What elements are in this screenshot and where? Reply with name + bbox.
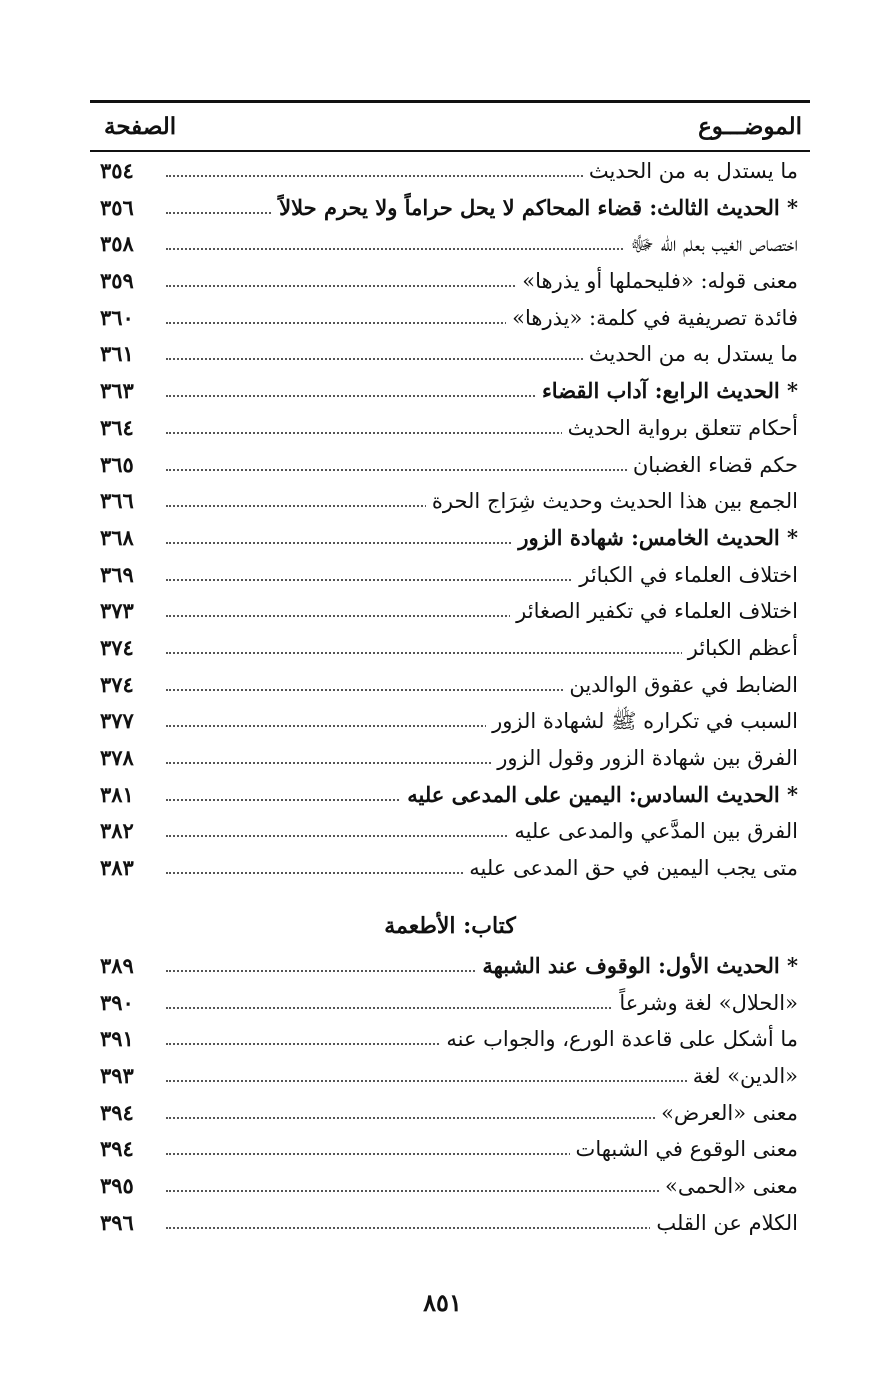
toc-entry-page: ٣٦١ [100, 341, 134, 367]
toc-entry-page: ٣٩٣ [100, 1063, 134, 1089]
toc-row [90, 777, 810, 814]
toc-entry-page: ٣٧٧ [100, 708, 134, 734]
toc-row [90, 630, 810, 667]
toc-entry-title: الفرق بين شهادة الزور وقول الزور [491, 744, 798, 772]
toc-entry-title: الضابط في عقوق الوالدين [563, 671, 798, 699]
toc-entry-title: اختلاف العلماء في تكفير الصغائر [510, 597, 798, 625]
toc-entry-page: ٣٦٤ [100, 414, 134, 440]
toc-entry-title: حكم قضاء الغضبان [627, 451, 798, 479]
toc-entry-page: ٣٩٤ [100, 1099, 134, 1125]
toc-row [90, 557, 810, 594]
toc-entry-title: اختلاف العلماء في الكبائر [573, 561, 798, 589]
toc-entry-page: ٣٧٨ [100, 745, 134, 770]
toc-entry-title: ما يستدل به من الحديث [583, 340, 798, 368]
topic-column-label: الموضـــوع [698, 113, 802, 140]
toc-entry-title: * الحديث السادس: اليمين على المدعى عليه [401, 781, 798, 809]
toc-entry-page: ٣٨١ [100, 781, 134, 807]
toc-row [90, 850, 810, 887]
toc-entry-title: «الدين» لغة [687, 1062, 798, 1090]
toc-entry-page: ٣٧٤ [100, 671, 134, 697]
toc-entry-title: * الحديث الأول: الوقوف عند الشبهة [476, 952, 798, 980]
section-title: كتاب: الأطعمة [384, 913, 516, 939]
toc-entry-title: * الحديث الثالث: قضاء المحاكم لا يحل حراماً ولا يحرم حلالاً [273, 194, 798, 222]
toc-entry-title: أحكام تتعلق برواية الحديث [562, 414, 798, 442]
toc-row [90, 1095, 810, 1132]
toc-entry-page: ٣٦٣ [100, 378, 134, 404]
toc-row [90, 190, 810, 227]
toc-row [90, 1021, 810, 1058]
toc-entry-page: ٣٨٢ [100, 818, 134, 844]
toc-entry-page: ٣٧٣ [100, 598, 134, 624]
toc-entry-page: ٣٥٤ [100, 158, 134, 183]
toc-entry-title: السبب في تكراره ﷺ لشهادة الزور [486, 707, 798, 735]
toc-entry-page: ٣٦٠ [100, 304, 134, 330]
toc-entries-section [90, 948, 810, 1242]
toc-entry-title: «الحلال» لغة وشرعاً [613, 989, 798, 1017]
toc-row [90, 226, 810, 263]
toc-row [90, 520, 810, 557]
toc-row [90, 667, 810, 704]
toc-entry-page: ٣٨٩ [100, 953, 134, 978]
toc-row [90, 153, 810, 190]
toc-row [90, 703, 810, 740]
toc-row [90, 593, 810, 630]
toc-row [90, 1131, 810, 1168]
toc-row [90, 1058, 810, 1095]
toc-entry-title: ما أشكل على قاعدة الورع، والجواب عنه [440, 1025, 798, 1053]
toc-entry-title: فائدة تصريفية في كلمة: «يذرها» [506, 304, 798, 332]
toc-entry-page: ٣٥٨ [100, 231, 134, 257]
toc-entry-page: ٣٥٦ [100, 194, 134, 220]
toc-entry-title: * الحديث الرابع: آداب القضاء [536, 377, 798, 405]
toc-entry-title: الفرق بين المدَّعي والمدعى عليه [508, 817, 798, 845]
toc-entry-title: معنى الوقوع في الشبهات [570, 1135, 798, 1163]
toc-row [90, 336, 810, 373]
toc-row [90, 948, 810, 985]
toc-entry-page: ٣٩١ [100, 1026, 134, 1052]
toc-entry-page: ٣٩٤ [100, 1136, 134, 1162]
toc-entry-page: ٣٦٥ [100, 451, 134, 477]
toc-row [90, 300, 810, 337]
toc-row [90, 483, 810, 520]
toc-row [90, 373, 810, 410]
toc-entry-page: ٣٨٣ [100, 855, 134, 881]
toc-row [90, 1205, 810, 1242]
toc-entry-page: ٣٩٠ [100, 989, 134, 1015]
toc-entry-title: الكلام عن القلب [650, 1209, 798, 1237]
toc-entry-page: ٣٥٩ [100, 268, 134, 294]
toc-row [90, 985, 810, 1022]
toc-entry-page: ٣٧٤ [100, 634, 134, 660]
toc-row [90, 740, 810, 777]
toc-entry-title: معنى قوله: «فليحملها أو يذرها» [516, 267, 798, 295]
toc-entry-title: أعظم الكبائر [682, 634, 798, 662]
toc-entry-title: معنى «الحمى» [659, 1172, 798, 1200]
toc-entry-page: ٣٩٥ [100, 1173, 134, 1199]
toc-row [90, 263, 810, 300]
toc-entry-title: متى يجب اليمين في حق المدعى عليه [463, 854, 798, 882]
toc-entry-page: ٣٦٦ [100, 488, 134, 514]
toc-entry-title: اختصاص الغيب بعلم الله ﷻ [624, 230, 798, 258]
toc-entry-title: معنى «العرض» [655, 1099, 798, 1127]
toc-row [90, 813, 810, 850]
toc-row [90, 447, 810, 484]
toc-entry-page: ٣٦٩ [100, 561, 134, 587]
toc-entry-title: ما يستدل به من الحديث [583, 157, 798, 185]
toc-entry-page: ٣٩٦ [100, 1209, 134, 1235]
table-header [90, 100, 810, 152]
toc-entry-title: الجمع بين هذا الحديث وحديث شِرَاج الحرة [426, 487, 798, 515]
toc-entry-page: ٣٦٨ [100, 524, 134, 550]
toc-row [90, 1168, 810, 1205]
page-number: ٨٥١ [423, 1288, 462, 1317]
toc-entry-title: * الحديث الخامس: شهادة الزور [512, 524, 798, 552]
toc-entries [90, 153, 810, 887]
toc-row [90, 410, 810, 447]
page-column-label: الصفحة [104, 113, 177, 140]
